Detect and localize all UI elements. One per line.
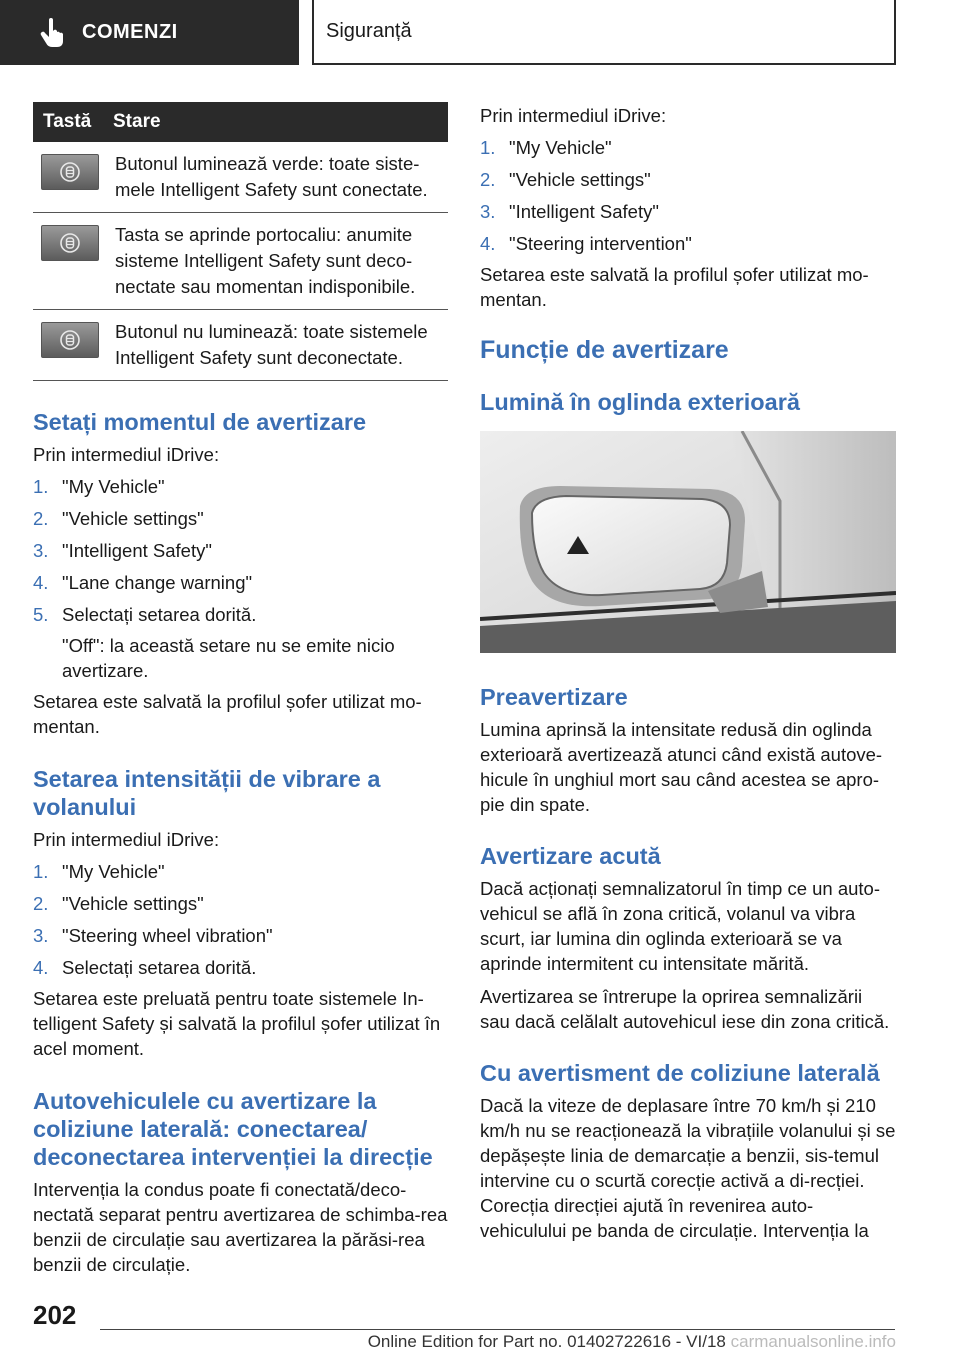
side-mirror-warning-triangle-illustration: [480, 431, 896, 653]
section-heading-warning-time: Setați momentul de avertizare: [33, 409, 367, 435]
intelligent-safety-button-icon: [41, 322, 99, 358]
table-cell-state: Tasta se aprinde portocaliu: anumite sisteme Intelligent Safety sunt deco-nectate sau momentan indisponibile.: [103, 213, 448, 310]
paragraph: Avertizarea se întrerupe la oprirea semnalizării sau dacă celălalt autovehicul iese din zona critică.: [480, 986, 890, 1032]
right-column: [480, 103, 896, 1243]
paragraph: Prin intermediul iDrive:: [33, 444, 220, 465]
list-item: 2. "Vehicle settings": [480, 169, 651, 190]
list-item: 3. "Steering wheel vibration": [33, 925, 273, 946]
paragraph: Prin intermediul iDrive:: [480, 105, 667, 126]
button-state-table: [33, 102, 448, 381]
table-row: [33, 142, 448, 213]
paragraph: Setarea este preluată pentru toate sistemele In-telligent Safety și salvată la profilul șofer utilizat în acel moment.: [33, 988, 441, 1059]
footer-divider: [100, 1329, 895, 1330]
table-header-state: Stare: [103, 102, 448, 142]
list-item: 1. "My Vehicle": [480, 137, 612, 158]
left-column: [33, 102, 448, 1277]
list-item: 1. "My Vehicle": [33, 476, 165, 497]
subheading-acute-warning: Avertizare acută: [480, 843, 661, 869]
subheading-pre-warning: Preavertizare: [480, 684, 628, 710]
table-row: [33, 213, 448, 310]
page-number: 202: [33, 1300, 77, 1330]
steps-list: [33, 474, 448, 627]
paragraph: Intervenția la condus poate fi conectată/deco-nectată separat pentru avertizarea de schimba-rea benzii de circulație sau avertizarea la părăsi-rea benzii de circulație.: [33, 1179, 448, 1275]
intelligent-safety-button-icon: [41, 154, 99, 190]
footer-text: [368, 1332, 896, 1352]
header-section-tab: [0, 0, 299, 65]
list-item: 4. "Steering intervention": [480, 233, 692, 254]
list-item: 3. "Intelligent Safety": [33, 540, 212, 561]
table-cell-key: [33, 310, 103, 381]
steps-list: [480, 135, 896, 256]
list-item: 5. Selectați setarea dorită.: [33, 604, 257, 625]
table-cell-key: [33, 213, 103, 310]
paragraph: Dacă la viteze de deplasare între 70 km/h și 210 km/h nu se reacționează la vibrațiile volanului și se depășește linia de demarcație a benzii, sis-temul intervine cu o scurtă corecție activă a di-recției. Corecția direcției ajută în revenirea auto-vehiculului pe banda de circulație. Intervenția la: [480, 1095, 896, 1241]
table-header-key: Tastă: [33, 102, 103, 142]
list-item: 1. "My Vehicle": [33, 861, 165, 882]
list-item: 3. "Intelligent Safety": [480, 201, 659, 222]
paragraph: Dacă acționați semnalizatorul în timp ce un auto-vehicul se află în zona critică, volanul va vibra scurt, iar lumina din oglinda exterioară se va aprinde intermitent cu intensitate mărită.: [480, 878, 881, 974]
table-cell-state: Butonul nu luminează: toate sistemele Intelligent Safety sunt deconectate.: [103, 310, 448, 381]
section-heading-warning-function: Funcție de avertizare: [480, 336, 729, 364]
watermark-text: carmanualsonline.info: [730, 1332, 896, 1351]
hand-pointer-icon: [40, 18, 66, 48]
section-label: COMENZI: [82, 21, 178, 43]
list-item: 4. Selectați setarea dorită.: [33, 957, 257, 978]
paragraph: Prin intermediul iDrive:: [33, 829, 220, 850]
steps-list: [33, 859, 448, 980]
subheading-side-collision: Cu avertisment de coliziune laterală: [480, 1060, 880, 1086]
section-heading-steering-intervention: Autovehiculele cu avertizare la coliziune laterală: conectarea/ deconectarea intervenției la direcție: [33, 1088, 433, 1170]
paragraph: Lumina aprinsă la intensitate redusă din oglinda exterioară avertizează atunci când există autove-hicule în unghiul mort sau când acestea se apro-pie din spate.: [480, 719, 883, 815]
intelligent-safety-button-icon: [41, 225, 99, 261]
table-cell-key: [33, 142, 103, 213]
table-cell-state: Butonul luminează verde: toate siste-mele Intelligent Safety sunt conectate.: [103, 142, 448, 213]
subheading-mirror-light: Lumină în oglinda exterioară: [480, 389, 800, 415]
table-header-row: [33, 102, 448, 142]
list-item: 4. "Lane change warning": [33, 572, 253, 593]
step-sub-note: "Off": la această setare nu se emite nicio avertizare.: [62, 635, 395, 681]
list-item: 2. "Vehicle settings": [33, 508, 204, 529]
table-row: [33, 310, 448, 381]
section-heading-vibration: Setarea intensității de vibrare a volanului: [33, 766, 381, 820]
paragraph: Setarea este salvată la profilul șofer utilizat mo-mentan.: [480, 264, 869, 310]
page-title: Siguranță: [326, 20, 412, 42]
list-item: 2. "Vehicle settings": [33, 893, 204, 914]
header-title-box: [312, 0, 896, 65]
paragraph: Setarea este salvată la profilul șofer utilizat mo-mentan.: [33, 691, 422, 737]
edition-text: Online Edition for Part no. 01402722616 - VI/18: [367, 1332, 726, 1351]
